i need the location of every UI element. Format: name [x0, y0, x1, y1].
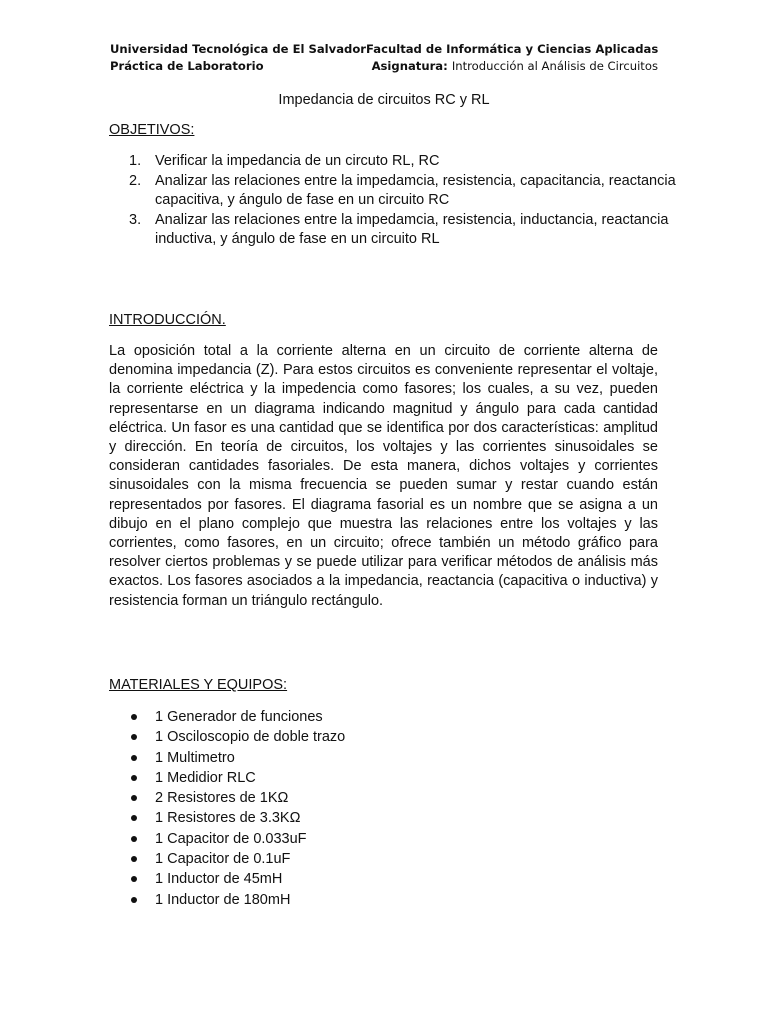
objectives-list [109, 152, 700, 250]
objectives-heading: OBJETIVOS: [109, 122, 195, 138]
materials-heading: MATERIALES Y EQUIPOS: [109, 677, 288, 693]
subject-value: Introducción al Análisis de Circuitos [451, 59, 658, 73]
practice-type: Práctica de Laboratorio [110, 59, 264, 73]
subject [372, 58, 658, 75]
material-item: 1 Inductor de 45mH [155, 869, 700, 889]
document-title: Impedancia de circuitos RC y RL [278, 92, 490, 108]
objective-item: Analizar las relaciones entre la impedamcia, resistencia, capacitancia, reactancia capacitiva, y ángulo de fase en un circuito RC [155, 172, 676, 208]
material-item: 1 Resistores de 3.3KΩ [155, 808, 700, 828]
material-item: 1 Osciloscopio de doble trazo [155, 727, 700, 747]
material-item: 1 Capacitor de 0.1uF [155, 849, 700, 869]
page-header [110, 41, 658, 75]
material-item: 1 Multimetro [155, 748, 700, 768]
introduction-heading: INTRODUCCIÓN. [109, 312, 226, 328]
objective-item: Verificar la impedancia de un circuto RL, RC [155, 153, 440, 169]
header-row-1 [110, 41, 658, 58]
material-item: 1 Generador de funciones [155, 707, 700, 727]
material-item: 1 Medidior RLC [155, 768, 700, 788]
material-item: 1 Capacitor de 0.033uF [155, 829, 700, 849]
objective-item: Analizar las relaciones entre la impedamcia, resistencia, inductancia, reactancia inductiva, y ángulo de fase en un circuito RL [155, 211, 669, 247]
faculty-name: Facultad de Informática y Ciencias Aplicadas [366, 42, 659, 56]
material-item: 1 Inductor de 180mH [155, 890, 700, 910]
university-name: Universidad Tecnológica de El Salvador [110, 42, 367, 56]
subject-label: Asignatura: [371, 59, 448, 73]
introduction-paragraph: La oposición total a la corriente alterna en un circuito de corriente alterna de denomina impedancia (Z). Para estos circuitos es conveniente representar el voltaje, la corriente eléctrica y la impedencia como fasores; los cuales, a su vez, pueden representarse en un diagrama indicando magnitud y ángulo para cada cantidad eléctrica. Un fasor es una cantidad que se identifica por dos características: amplitud y dirección. En teoría de circuitos, los voltajes y las corrientes sinusoidales se consideran cantidades fasoriales. De esta manera, dichos voltajes y corrientes sinusoidales con la misma frecuencia se pueden sumar y restar cuando están representados por fasores. El diagrama fasorial es un nombre que se asigna a un dibujo en el plano complejo que muestra las relaciones entre los voltajes y las corrientes, como fasores, en un circuito; ofrece también un método gráfico para resolver ciertos problemas y se puede utilizar para verificar métodos de análisis más exactos. Los fasores asociados a la impedancia, reactancia (capacitiva o inductiva) y resistencia forman un triángulo rectángulo. [109, 343, 658, 609]
header-row-2 [110, 58, 658, 75]
materials-list [109, 707, 700, 910]
material-item: 2 Resistores de 1KΩ [155, 788, 700, 808]
